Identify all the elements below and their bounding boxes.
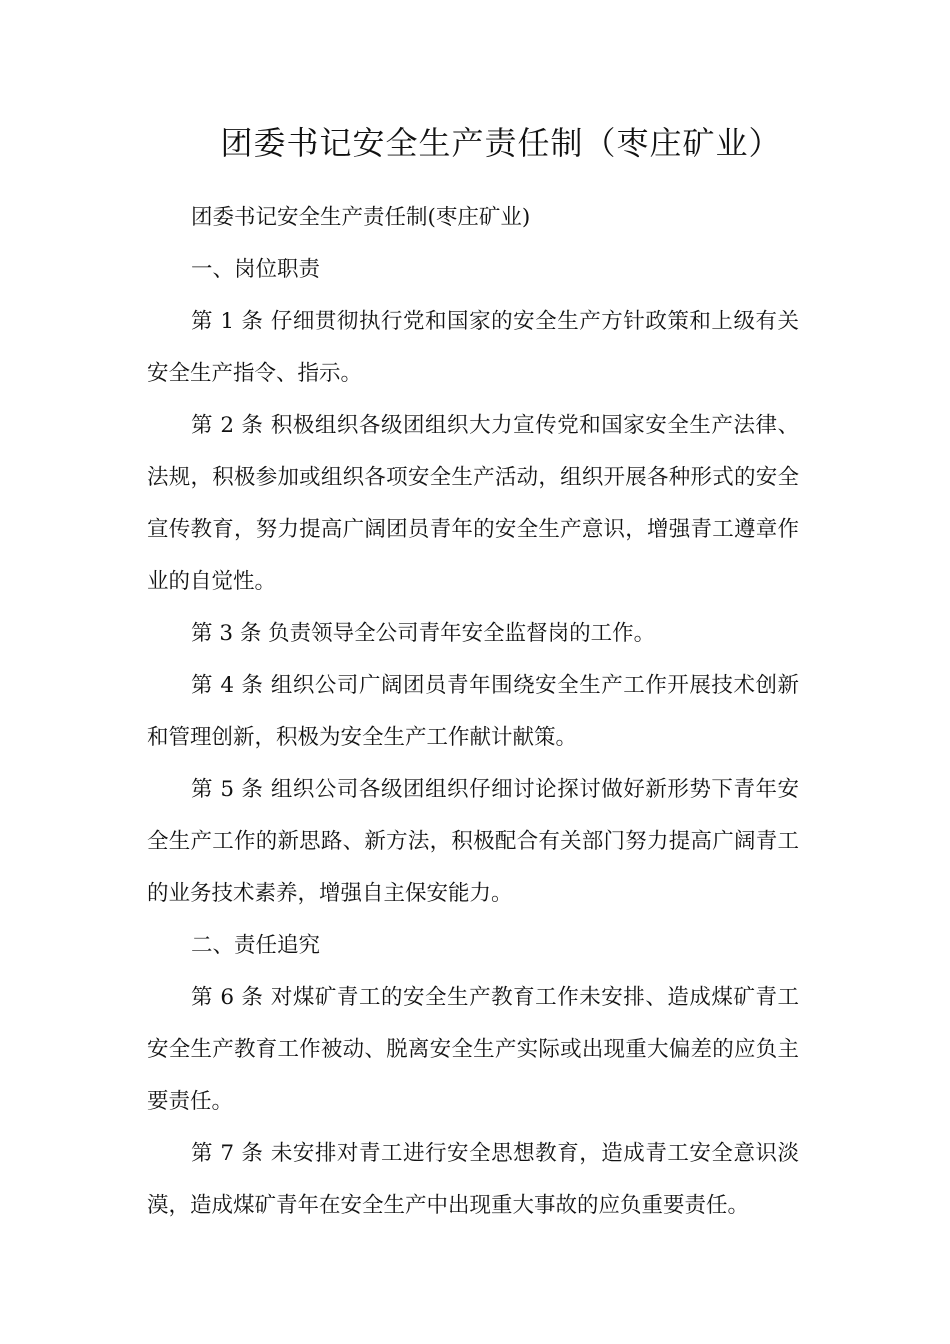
article-1: 第 1 条 仔细贯彻执行党和国家的安全生产方针政策和上级有关安全生产指令、指示。	[147, 309, 799, 386]
article-5: 第 5 条 组织公司各级团组织仔细讨论探讨做好新形势下青年安全生产工作的新思路、新方法，积极配合有关部门努力提高广阔青工的业务技术素养，增强自主保安能力。	[147, 777, 799, 906]
section-heading-duties: 一、岗位职责	[191, 257, 321, 282]
document-body	[147, 192, 799, 1232]
article-2: 第 2 条 积极组织各级团组织大力宣传党和国家安全生产法律、法规，积极参加或组织各项安全生产活动，组织开展各种形式的安全宣传教育，努力提高广阔团员青年的安全生产意识，增强青工遵章作业的自觉性。	[147, 413, 799, 594]
article-7: 第 7 条 未安排对青工进行安全思想教育，造成青工安全意识淡漠，造成煤矿青年在安全生产中出现重大事故的应负重要责任。	[147, 1141, 799, 1218]
article-6: 第 6 条 对煤矿青工的安全生产教育工作未安排、造成煤矿青工安全生产教育工作被动、脱离安全生产实际或出现重大偏差的应负主要责任。	[147, 985, 799, 1114]
document-title: 团委书记安全生产责任制（枣庄矿业）	[220, 124, 782, 162]
article-4: 第 4 条 组织公司广阔团员青年围绕安全生产工作开展技术创新和管理创新，积极为安全生产工作献计献策。	[147, 673, 799, 750]
paragraph-subtitle: 团委书记安全生产责任制(枣庄矿业)	[191, 205, 531, 230]
section-heading-accountability: 二、责任追究	[191, 933, 321, 958]
article-3: 第 3 条 负责领导全公司青年安全监督岗的工作。	[191, 621, 656, 646]
